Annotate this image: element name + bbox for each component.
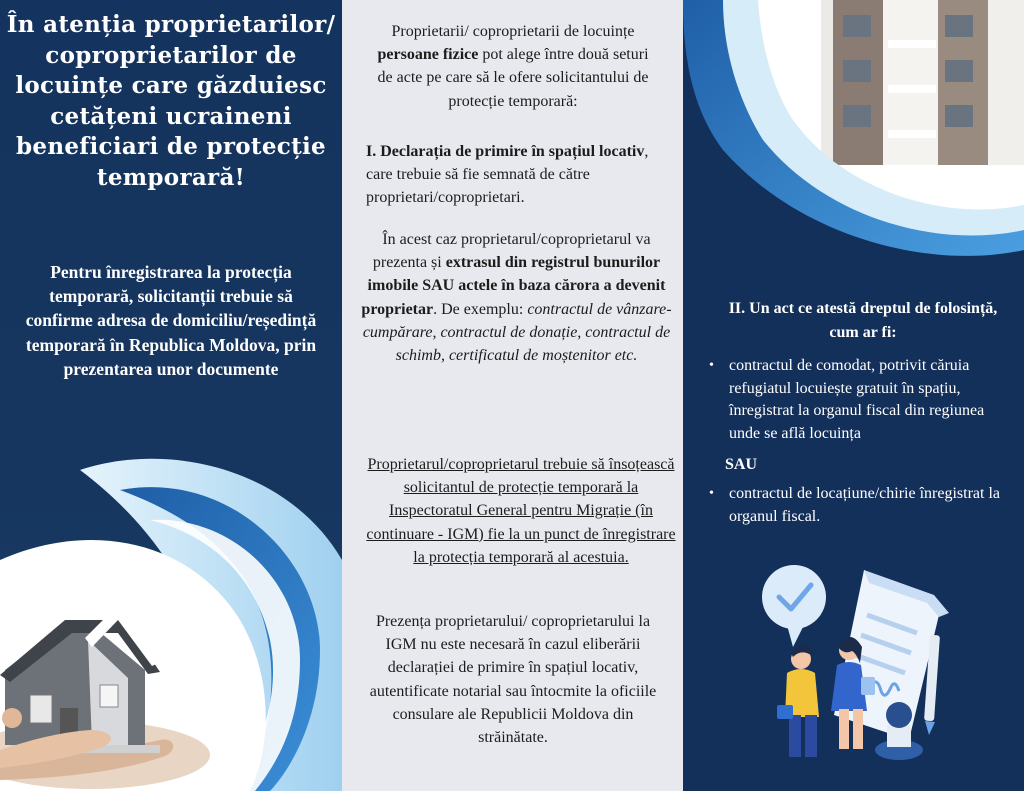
option-one-title: I. Declarația de primire în spațiul locativ [366,143,645,160]
middle-panel [342,0,683,791]
accompany-paragraph: Proprietarul/coproprietarul trebuie să însoțească solicitantul de protecție temporară la Inspectoratul General pentru Migrație (în continuare - IGM) fie la un punct de înregistrare la protecția temporară al acestuia. [366,456,676,566]
list-item-text: contractul de locațiune/chirie înregistrat la organul fiscal. [729,485,1000,525]
list-item-text: contractul de comodat, potrivit căruia refugiatul locuiește gratuit în spațiu, înregistrat la organul fiscal din regiunea unde se află locuința [729,357,985,442]
document-signing-illustration [749,555,959,770]
list-item [705,483,1015,528]
left-panel [0,0,342,791]
option-one-paragraph [366,140,666,210]
bullet-icon: • [709,486,714,501]
bullet-icon: • [709,358,714,373]
presence-paragraph: Prezența proprietarului/ coproprietarului la IGM nu este necesară în cazul eliberării declarației de primire în spațiul locativ, autentificate notarial sau întocmite la oficiile consulare ale Republicii Moldova din străinătate. [369,613,657,747]
right-panel [683,0,1024,791]
option-two-list-second [705,483,1015,528]
intro-text-bold: persoane fizice [377,46,479,64]
option-two-list [705,355,1015,445]
case-paragraph [360,228,673,367]
case-text-start: În acest caz proprietarul/coproprietarul va prezenta și [372,231,651,272]
case-text-bold: extrasul din registrul bunurilor imobile SAU actele în baza cărora a devenit proprietar [361,254,666,318]
case-text-examples: contractul de vânzare-cumpărare, contractul de donație, contractul de schimb, certificatul de moștenitor etc. [362,300,672,365]
list-item [705,355,1015,445]
option-one-text: , care trebuie să fie semnată de către proprietari/coproprietari. [366,143,649,207]
option-two-heading: II. Un act ce atestă dreptul de folosință, cum ar fi: [728,300,998,341]
intro-text-start: Proprietarii/ coproprietarii de locuințe [391,23,635,40]
intro-paragraph [368,20,658,113]
intro-text-end: pot alege între două seturi de acte pe care să le ofere solicitantului de protecție temporară: [377,46,649,110]
intro-text: Pentru înregistrarea la protecția temporară, solicitanții trebuie să confirme adresa de domiciliu/reședință temporară în Republica Moldova, prin prezentarea unor documente [25,262,317,379]
or-separator: SAU [725,456,758,473]
page-title: În atenția proprietarilor/ coproprietarilor de locuințe care găzduiesc cetățeni ucraineni beneficiari de protecție temporară! [6,11,336,191]
building-photo-with-wave [683,0,1024,270]
house-in-hand-image [0,600,250,791]
case-text-mid: . De exemplu: [433,300,528,318]
